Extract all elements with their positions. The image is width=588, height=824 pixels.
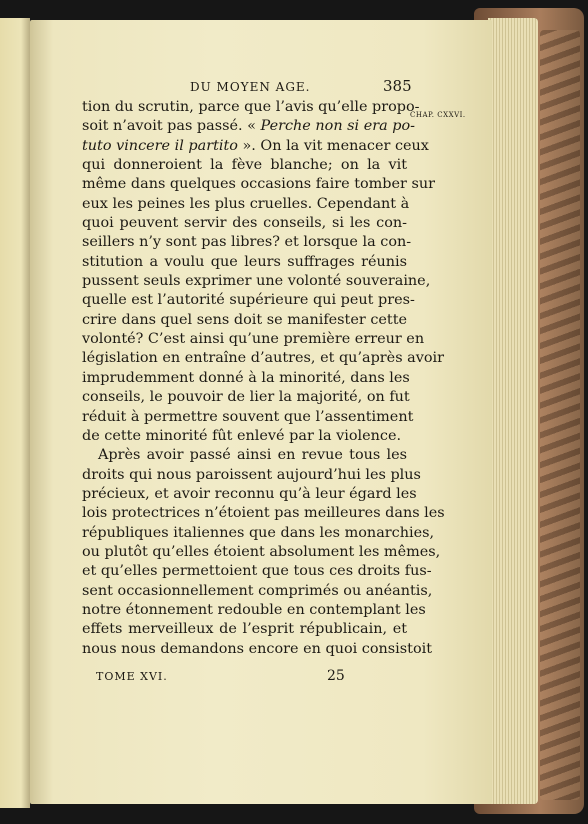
text-line: conseils, le pouvoir de lier la majorité, on fut: [82, 389, 410, 406]
text-line: effets merveilleux de l’esprit républicain, et: [82, 621, 407, 638]
text-line: de cette minorité fût enlevé par la violence.: [82, 427, 402, 444]
text-line: républiques italiennes que dans les monarchies,: [82, 524, 435, 541]
text-line: stitution a voulu que leurs suffrages réunis: [82, 253, 407, 270]
text-line: notre étonnement redouble en contemplant les: [82, 601, 426, 618]
chapter-side-note: CHAP. CXXVI.: [410, 111, 466, 119]
volume-footer: TOME XVI.: [96, 670, 168, 683]
text-line: législation en entraîne d’autres, et qu’après avoir: [82, 350, 445, 367]
text-line: ou plutôt qu’elles étoient absolument les mêmes,: [82, 543, 441, 560]
text-line: qui donneroient la fève blanche; on la vit: [82, 157, 407, 174]
signature-mark: 25: [327, 668, 345, 684]
running-header: DU MOYEN AGE.: [190, 80, 311, 94]
text-line: imprudemment donné à la minorité, dans les: [82, 369, 410, 386]
text-line: réduit à permettre souvent que l’assentiment: [82, 408, 414, 425]
text-line: eux les peines les plus cruelles. Cependant à: [82, 195, 410, 212]
text-line: pussent seuls exprimer une volonté souveraine,: [82, 273, 431, 290]
text-line: lois protectrices n’étoient pas meilleures dans les: [82, 505, 445, 522]
text-line: seillers n’y sont pas libres? et lorsque la con-: [82, 234, 412, 251]
text-line: sent occasionnellement comprimés ou anéantis,: [82, 582, 433, 599]
left-page-edge: [0, 18, 30, 808]
text-line: précieux, et avoir reconnu qu’à leur égard les: [82, 485, 417, 502]
text-line: tion du scrutin, parce que l’avis qu’elle propo-: [82, 99, 420, 115]
text-line: tuto vincere il partito ». On la vit menacer ceux: [82, 137, 429, 154]
text-line: droits qui nous paroissent aujourd’hui les plus: [82, 466, 421, 483]
text-line: soit n’avoit pas passé. « Perche non si era po-: [82, 118, 416, 135]
text-line: crire dans quel sens doit se manifester cette: [82, 311, 407, 328]
page-number: 385: [383, 77, 412, 95]
text-line: et qu’elles permettoient que tous ces droits fus-: [82, 563, 432, 580]
page-edges: [488, 18, 538, 804]
text-line: même dans quelques occasions faire tomber sur: [82, 176, 435, 193]
text-line: Après avoir passé ainsi en revue tous les: [98, 447, 407, 464]
marbled-cover-edge: [540, 30, 580, 800]
text-line: nous nous demandons encore en quoi consistoit: [82, 640, 432, 657]
text-line: quelle est l’autorité supérieure qui peut pres-: [82, 292, 415, 309]
text-line: volonté? C’est ainsi qu’une première erreur en: [82, 331, 425, 348]
text-line: quoi peuvent servir des conseils, si les con-: [82, 215, 407, 232]
